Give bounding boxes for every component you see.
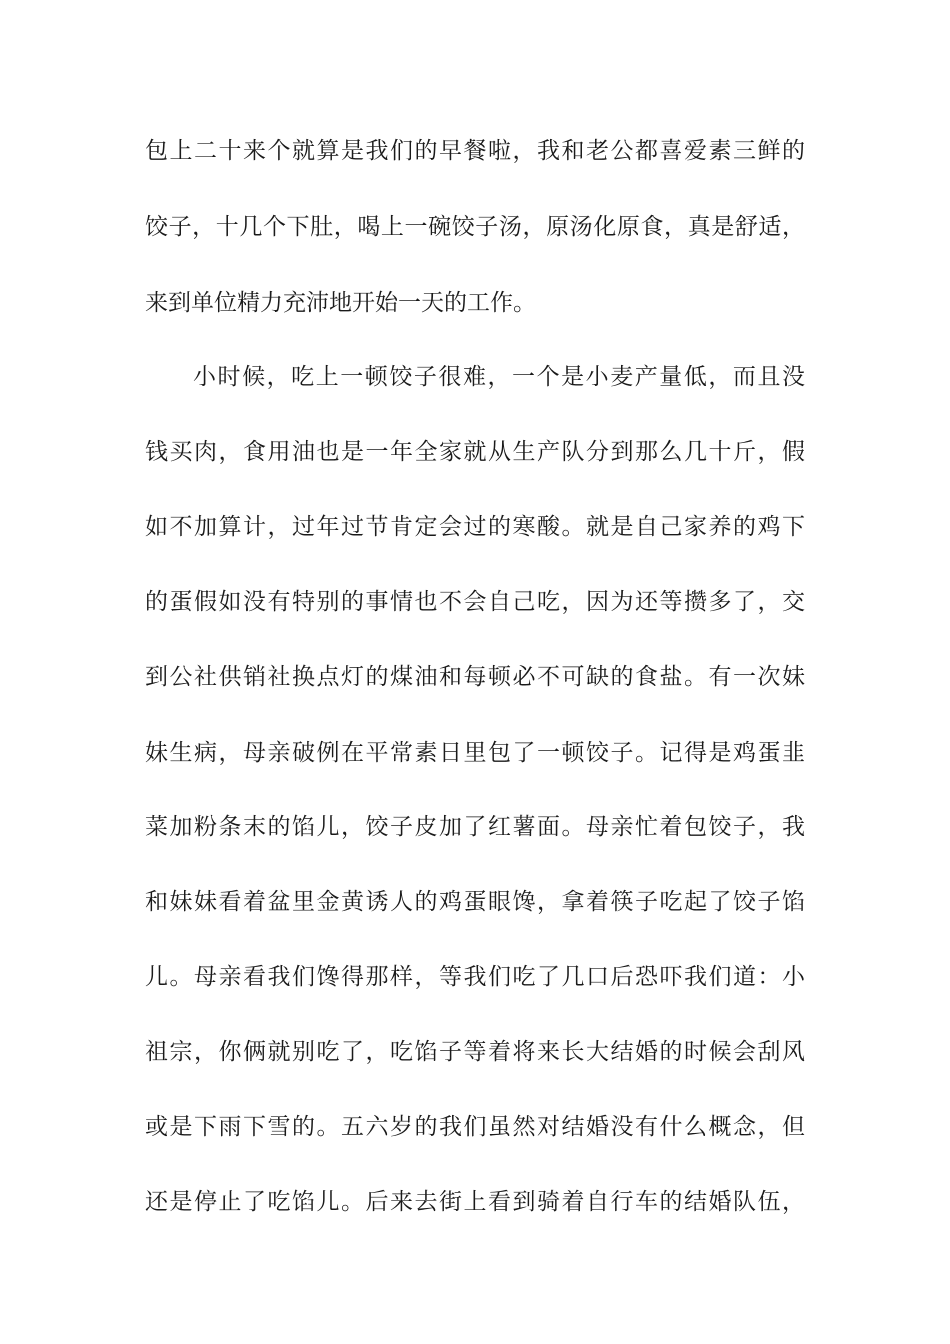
paragraph-line: 和妹妹看着盆里金黄诱人的鸡蛋眼馋，拿着筷子吃起了饺子馅	[145, 889, 805, 915]
paragraph-line: 来到单位精力充沛地开始一天的工作。	[145, 290, 536, 316]
paragraph-line: 小时候，吃上一顿饺子很难，一个是小麦产量低，而且没	[193, 364, 805, 390]
paragraph-line: 儿。母亲看我们馋得那样，等我们吃了几口后恐吓我们道：小	[145, 964, 805, 990]
paragraph-line: 祖宗，你俩就别吃了，吃馅子等着将来长大结婚的时候会刮风	[145, 1039, 805, 1065]
paragraph-line: 如不加算计，过年过节肯定会过的寒酸。就是自己家养的鸡下	[145, 514, 805, 540]
paragraph-line: 钱买肉，食用油也是一年全家就从生产队分到那么几十斤，假	[145, 439, 805, 465]
paragraph-line: 妹生病，母亲破例在平常素日里包了一顿饺子。记得是鸡蛋韭	[145, 740, 805, 766]
paragraph-line: 饺子，十几个下肚，喝上一碗饺子汤，原汤化原食，真是舒适，	[145, 214, 805, 240]
paragraph-line: 的蛋假如没有特别的事情也不会自己吃，因为还等攒多了，交	[145, 589, 805, 615]
paragraph-line: 到公社供销社换点灯的煤油和每顿必不可缺的食盐。有一次妹	[145, 664, 805, 690]
paragraph-line: 菜加粉条末的馅儿，饺子皮加了红薯面。母亲忙着包饺子，我	[145, 814, 805, 840]
paragraph-line: 或是下雨下雪的。五六岁的我们虽然对结婚没有什么概念，但	[145, 1114, 805, 1140]
paragraph-line: 包上二十来个就算是我们的早餐啦，我和老公都喜爱素三鲜的	[145, 138, 805, 164]
paragraph-line: 还是停止了吃馅儿。后来去街上看到骑着自行车的结婚队伍，	[145, 1189, 805, 1215]
